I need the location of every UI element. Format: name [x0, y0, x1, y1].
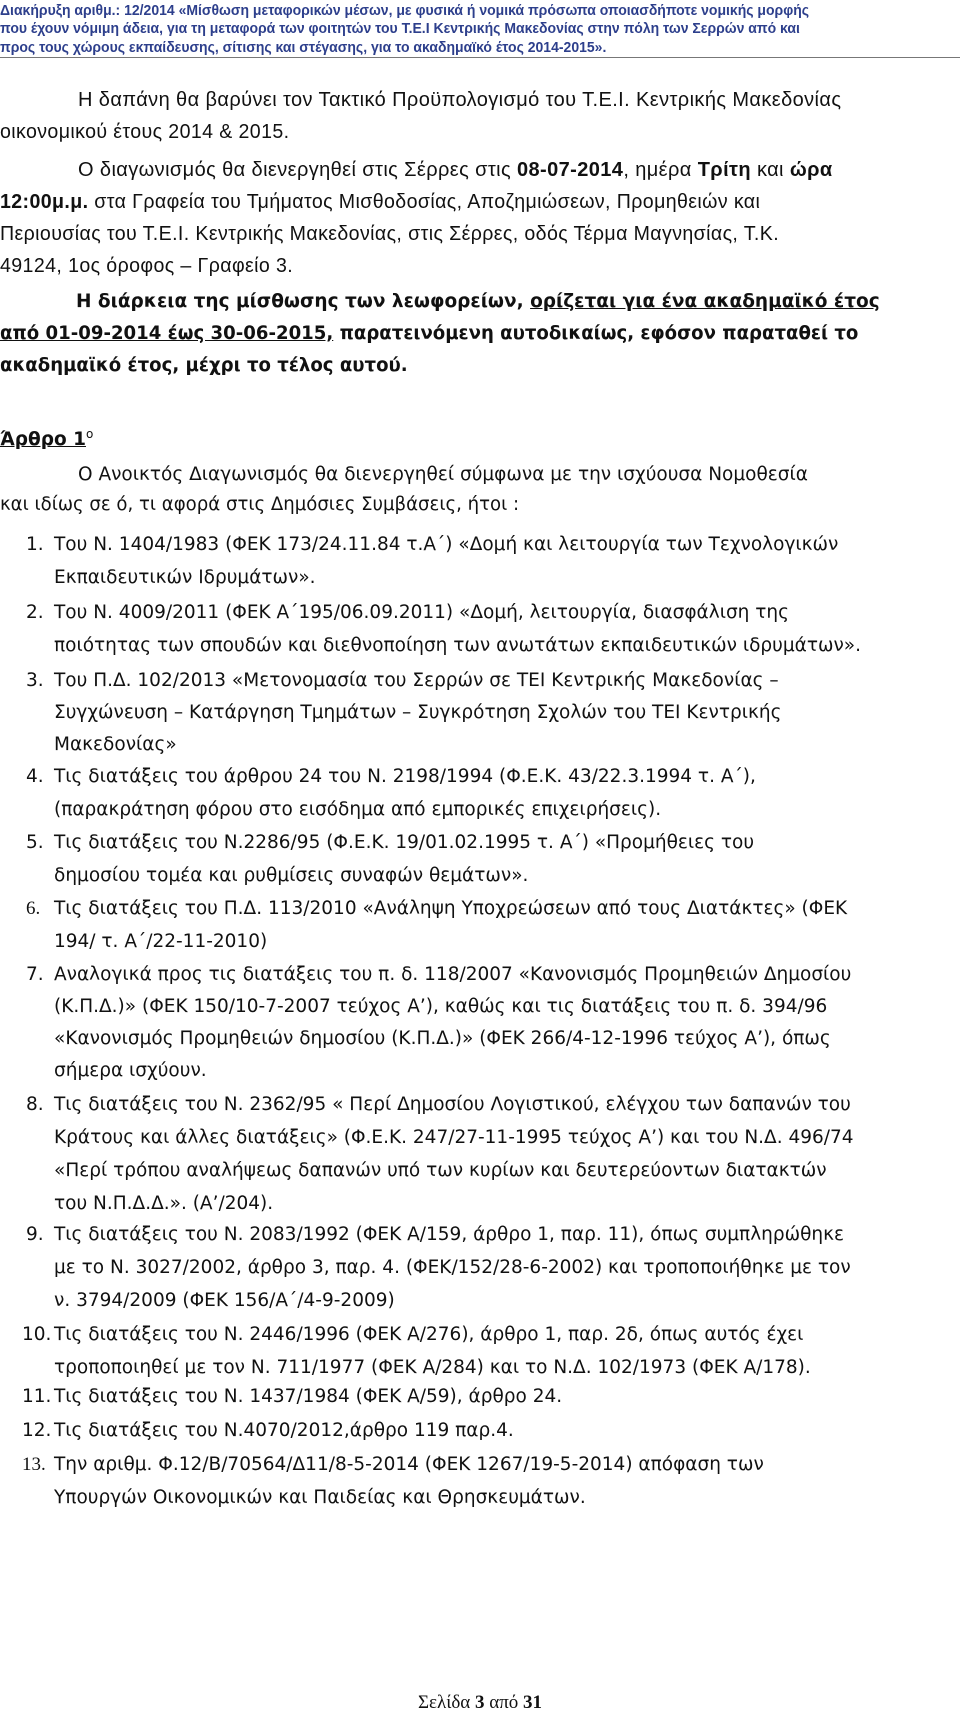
list-item-number: 13. — [22, 1454, 46, 1475]
tender-line-4: 49124, 1ος όροφος – Γραφείο 3. — [0, 255, 294, 277]
header-line-2b: Τ.Ε.Ι Κεντρικής Μακεδονίας στην πόλη των Σερρών από και — [401, 21, 800, 37]
list-item-line: (Κ.Π.Δ.)» (ΦΕΚ 150/10-7-2007 τεύχος Α’), καθώς και τις διατάξεις του π. δ. 394/96 — [54, 996, 828, 1017]
tender-text-d: στα Γραφεία του Τμήματος Μισθοδοσίας, Αποζημιώσεων, Προμηθειών και — [88, 191, 761, 213]
footer-page-number: 3 — [474, 1692, 485, 1713]
list-item-line: Τις διατάξεις του Ν. 1437/1984 (ΦΕΚ Α/59), άρθρο 24. — [54, 1386, 563, 1407]
list-item-line: δημοσίου τομέα και ρυθμίσεις συναφών θεμάτων». — [54, 865, 529, 886]
header-line-1: Διακήρυξη αριθμ.: 12/2014 «Μίσθωση μεταφορικών μέσων, με φυσικά ή νομικά πρόσωπα οποιασδήποτε νομικής μορφής — [0, 3, 810, 19]
list-item-line: «Κανονισμός Προμηθειών δημοσίου (Κ.Π.Δ.)» (ΦΕΚ 266/4-12-1996 τεύχος Α’), όπως — [54, 1028, 831, 1049]
article-title-text: Άρθρο 1 — [0, 429, 86, 451]
tender-line-1 — [78, 157, 833, 183]
list-item-line: Του Π.Δ. 102/2013 «Μετονομασία του Σερρών σε ΤΕΙ Κεντρικής Μακεδονίας – — [54, 670, 779, 691]
header-line-3: προς τους χώρους εκπαίδευσης, σίτισης και στέγασης, για το ακαδημαϊκό έτος 2014-2015». — [0, 40, 607, 56]
tender-text-b: , ημέρα — [623, 159, 698, 181]
list-item-line: ποιότητας των σπουδών και διεθνοποίηση των ανωτάτων εκπαιδευτικών ιδρυμάτων». — [54, 635, 862, 656]
tender-hour-word: ώρα — [789, 159, 833, 181]
article-title-sup: ο — [85, 427, 94, 441]
list-item-line: Συγχώνευση – Κατάργηση Τμημάτων – Συγκρότηση Σχολών του ΤΕΙ Κεντρικής — [54, 702, 782, 723]
list-item-line: Του Ν. 1404/1983 (ΦΕΚ 173/24.11.84 τ.Α΄) «Δομή και λειτουργία των Τεχνολογικών — [54, 534, 839, 555]
duration-text-b: παρατεινόμενη αυτοδικαίως, εφόσον παραταθεί το — [333, 323, 859, 344]
duration-line-1 — [76, 289, 880, 315]
list-item-number: 1. — [26, 534, 44, 555]
tender-text-a: Ο διαγωνισμός θα διενεργηθεί στις Σέρρες στις — [78, 159, 517, 181]
list-item-number: 9. — [26, 1224, 44, 1245]
footer-page-word: Σελίδα — [417, 1692, 475, 1713]
budget-line-1: Η δαπάνη θα βαρύνει τον Τακτικό Προϋπολογισμό του Τ.Ε.Ι. Κεντρικής Μακεδονίας — [78, 89, 842, 111]
list-item-number: 2. — [26, 602, 44, 623]
tender-line-3: Περιουσίας του Τ.Ε.Ι. Κεντρικής Μακεδονίας, στις Σέρρες, οδός Τέρμα Μαγνησίας, Τ.Κ. — [0, 223, 780, 245]
tender-line-2 — [0, 189, 940, 215]
page-footer — [0, 1692, 960, 1714]
document-header — [0, 0, 960, 58]
list-item-number: 7. — [26, 964, 44, 985]
header-line-2 — [0, 19, 940, 39]
duration-underline-2: από 01-09-2014 έως 30-06-2015, — [0, 323, 334, 344]
duration-underline-1: ορίζεται για ένα ακαδημαϊκό έτος — [530, 291, 880, 312]
budget-line-2: οικονομικού έτους 2014 & 2015. — [0, 121, 290, 143]
list-item-line: Την αριθμ. Φ.12/Β/70564/Δ11/8-5-2014 (ΦΕΚ 1267/19-5-2014) απόφαση των — [54, 1454, 764, 1475]
list-item-number: 6. — [26, 898, 41, 919]
duration-line-2 — [0, 321, 940, 347]
duration-text-a: Η διάρκεια της μίσθωσης των λεωφορείων, — [76, 291, 531, 312]
article-title — [0, 421, 94, 451]
list-item-line: σήμερα ισχύουν. — [54, 1060, 207, 1081]
list-item-line: τροποποιηθεί με τον Ν. 711/1977 (ΦΕΚ Α/284) και το Ν.Δ. 102/1973 (ΦΕΚ Α/178). — [54, 1357, 811, 1378]
list-item-line: Τις διατάξεις του Π.Δ. 113/2010 «Ανάληψη Υποχρεώσεων από τους Διατάκτες» (ΦΕΚ — [54, 898, 848, 919]
list-item-line: Υπουργών Οικονομικών και Παιδείας και Θρησκευμάτων. — [54, 1487, 586, 1508]
list-item-line: Αναλογικά προς τις διατάξεις του π. δ. 118/2007 «Κανονισμός Προμηθειών Δημοσίου — [54, 964, 852, 985]
tender-day: Τρίτη — [697, 159, 751, 181]
list-item-line: Τις διατάξεις του Ν. 2446/1996 (ΦΕΚ Α/276), άρθρο 1, παρ. 2δ, όπως αυτός έχει — [54, 1324, 804, 1345]
list-item-line: Εκπαιδευτικών Ιδρυμάτων». — [54, 567, 316, 588]
list-item-line: Κράτους και άλλες διατάξεις» (Φ.Ε.Κ. 247/27-11-1995 τεύχος Α’) και του Ν.Δ. 496/74 — [54, 1127, 854, 1148]
list-item-line: Τις διατάξεις του Ν.4070/2012,άρθρο 119 παρ.4. — [54, 1420, 514, 1441]
list-item-line: ν. 3794/2009 (ΦΕΚ 156/Α΄/4-9-2009) — [54, 1290, 395, 1311]
tender-text-c: και — [750, 159, 790, 181]
article-lead-2: και ιδίως σε ό, τι αφορά στις Δημόσιες Συμβάσεις, ήτοι : — [0, 494, 520, 515]
footer-of-word: από — [484, 1692, 524, 1713]
tender-date: 08-07-2014 — [517, 159, 624, 181]
list-item-line: (παρακράτηση φόρου στο εισόδημα από εμπορικές επιχειρήσεις). — [54, 799, 662, 820]
list-item-number: 10. — [22, 1324, 52, 1345]
duration-line-3: ακαδημαϊκό έτος, μέχρι το τέλος αυτού. — [0, 355, 408, 376]
list-item-line: Τις διατάξεις του άρθρου 24 του Ν. 2198/1994 (Φ.Ε.Κ. 43/22.3.1994 τ. Α΄), — [54, 766, 756, 787]
article-lead-1: Ο Ανοικτός Διαγωνισμός θα διενεργηθεί σύμφωνα με την ισχύουσα Νομοθεσία — [78, 464, 808, 485]
list-item-number: 12. — [22, 1420, 52, 1441]
list-item-line: του Ν.Π.Δ.Δ.». (Α’/204). — [54, 1193, 274, 1214]
list-item-line: με το Ν. 3027/2002, άρθρο 3, παρ. 4. (ΦΕΚ/152/28-6-2002) και τροποποιήθηκε με τον — [54, 1257, 851, 1278]
list-item-line: Τις διατάξεις του Ν.2286/95 (Φ.Ε.Κ. 19/01.02.1995 τ. Α΄) «Προμήθειες του — [54, 832, 755, 853]
list-item-number: 3. — [26, 670, 44, 691]
footer-total-pages: 31 — [523, 1692, 543, 1713]
list-item-number: 4. — [26, 766, 44, 787]
list-item-line: «Περί τρόπου αναλήψεως δαπανών υπό των κυρίων και δευτερεύοντων διατακτών — [54, 1160, 827, 1181]
list-item-line: Μακεδονίας» — [54, 734, 177, 755]
list-item-line: Τις διατάξεις του Ν. 2083/1992 (ΦΕΚ Α/159, άρθρο 1, παρ. 11), όπως συμπληρώθηκε — [54, 1224, 845, 1245]
list-item-line: Του Ν. 4009/2011 (ΦΕΚ Α΄195/06.09.2011) «Δομή, λειτουργία, διασφάλιση της — [54, 602, 790, 623]
list-item-number: 8. — [26, 1094, 44, 1115]
list-item-line: 194/ τ. Α΄/22-11-2010) — [54, 931, 268, 952]
tender-time: 12:00μ.μ. — [0, 191, 89, 213]
list-item-number: 11. — [22, 1386, 52, 1407]
list-item-number: 5. — [26, 832, 44, 853]
header-line-2a: που έχουν νόμιμη άδεια, για τη μεταφορά των φοιτητών του — [0, 21, 402, 37]
list-item-line: Τις διατάξεις του Ν. 2362/95 « Περί Δημοσίου Λογιστικού, ελέγχου των δαπανών του — [54, 1094, 851, 1115]
